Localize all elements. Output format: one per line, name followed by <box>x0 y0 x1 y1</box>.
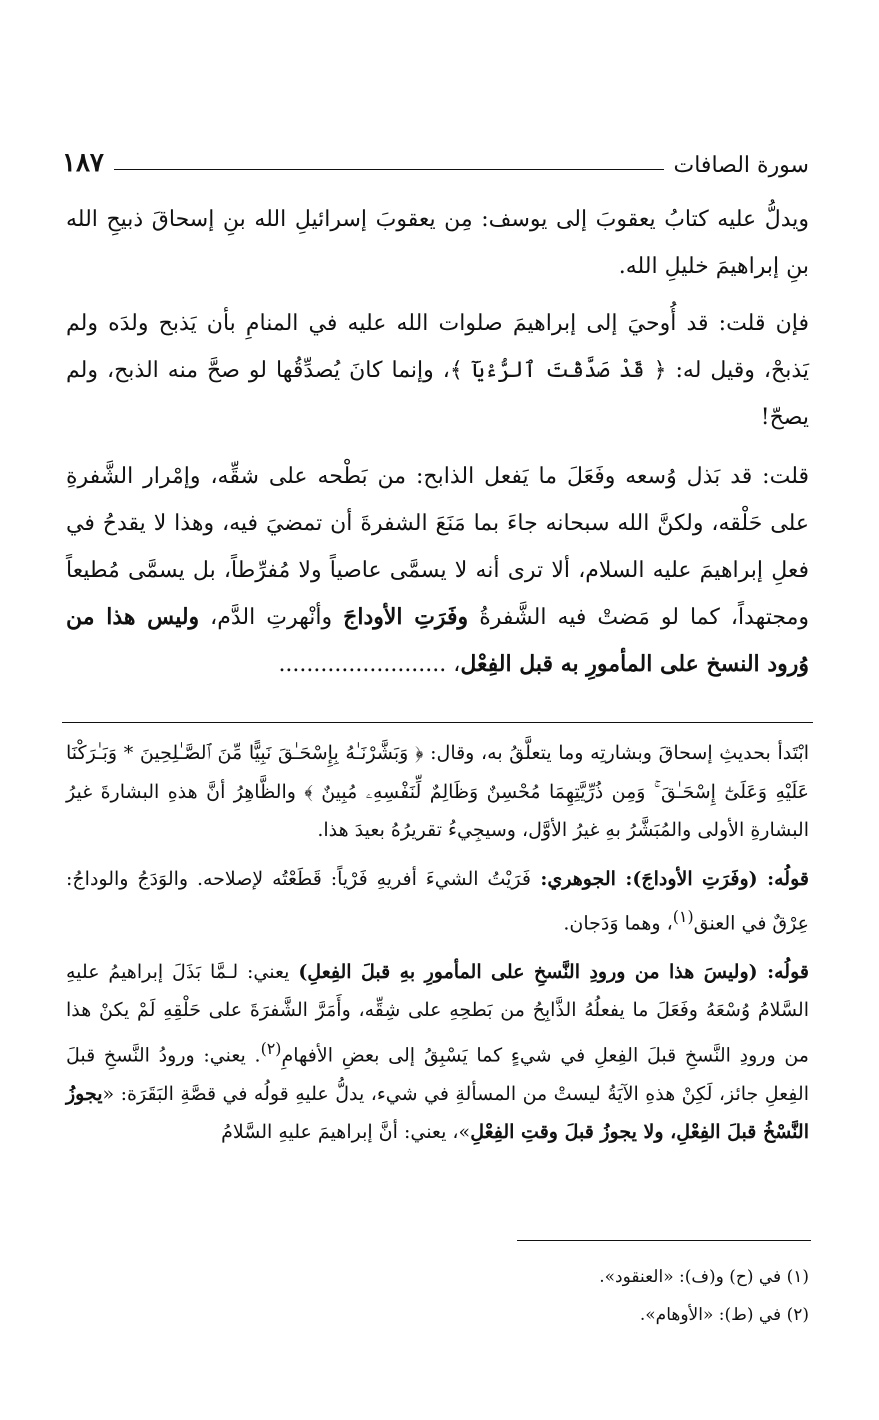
commentary-3-bold-1: قولُه: (وليسَ هذا من ورودِ النَّسخِ على المأمورِ بهِ قبلَ الفِعلِ) <box>298 960 809 983</box>
surah-title: سورة الصافات <box>673 153 809 178</box>
footnotes <box>300 1258 809 1334</box>
commentary-paragraph-3 <box>66 953 809 1152</box>
commentary-3-text-c: »، يعني: أنَّ إبراهيمَ عليهِ السَّلامُ <box>221 1121 471 1144</box>
commentary-3-bold-2: يجوزُ النَّسْخُ قبلَ الفِعْلِ، ولا يجوزُ قبلَ وقتِ الفِعْلِ <box>66 1082 809 1144</box>
paragraph-2-text-a: فإن قلت: قد أُوحيَ إلى إبراهيمَ صلوات الله عليه في المنامِ بأن يَذبح ولدَه ولم يَذبحْ، وقيل له: <box>66 311 809 383</box>
main-separator <box>62 722 813 723</box>
main-text <box>66 196 809 700</box>
commentary-3-text-a: يعني: لـمَّا بَذَلَ إبراهيمُ عليهِ السَّلامُ وُسْعَهُ وفَعَلَ ما يفعلُهُ الذَّابِحُ من بَطحِهِ على شِقِّه، وأَمَرَّ الشَّفرَةَ على حَلْقِهِ لَمْ يكنْ هذا من ورودِ النَّسخِ قبلَ الفِعلِ في شيءٍ كما يَسْبِقُ إلى بعضِ الأفهامِ <box>66 960 809 1067</box>
header-rule <box>114 169 664 170</box>
paragraph-3-bold-1: وفَرَتِ الأوداجَ <box>343 604 469 630</box>
footnote-ref-1: (١) <box>672 907 694 926</box>
commentary <box>66 734 809 1162</box>
commentary-quran-verse: ﴿ وَبَشَّرْنَـٰهُ بِإِسْحَـٰقَ نَبِيًّا مِّنَ ٱلصَّـٰلِحِينَ * وَبَـٰرَكْنَا عَلَيْهِ وَعَلَىٰٓ إِسْحَـٰقَ ۚ وَمِن ذُرِّيَّتِهِمَا مُحْسِنٌ وَظَالِمٌ لِّنَفْسِهِۦ مُبِينٌ ﴾ <box>66 742 809 803</box>
footnote-1: (١) في (ح) و(ف): «العنقود». <box>599 1267 809 1287</box>
commentary-1-text-b: والظَّاهِرُ أنَّ هذهِ البشارةَ غيرُ البشارةِ الأولى والمُبَشَّرُ بهِ غيرُ الأوَّل، وسيجِيءُ تقريرُهُ بعيدَ هذا. <box>66 780 809 841</box>
paragraph-3-text-c: ، <box>446 652 461 677</box>
commentary-2-text-a: فَرَيْتُ الشيءَ أفريهِ فَرْياً: قَطَعْتُه لإصلاحه. والوَدَجُ والوداجُ: عِرْقٌ في العنق <box>66 867 809 935</box>
paragraph-3-text-a: قلت: قد بَذل وُسعه وفَعَلَ ما يَفعل الذابح: من بَطْحه على شقِّه، وإمْرار الشَّفرةِ على حَلْقه، ولكنَّ الله سبحانه جاءَ بما مَنَعَ الشفرةَ أن تمضيَ فيه، وهذا لا يقدحُ في فعلِ إبراهيمَ عليه السلام، ألا ترى أنه لا يسمَّى عاصياً ولا مُفرِّطاً، بل يسمَّى مُطيعاً ومجتهداً، كما لو مَضتْ فيه الشَّفرةُ <box>66 464 809 630</box>
paragraph-3 <box>66 453 809 688</box>
commentary-1-text-a: ابْتَدأ بحديثِ إسحاقَ وبشارتِه وما يتعلَّقُ به، وقال: <box>423 742 809 764</box>
paragraph-2-text-b: ، وإنما كانَ يُصدِّقُها لو صحَّ منه الذبح، ولم يصحّ! <box>66 358 809 430</box>
commentary-paragraph-1 <box>66 734 809 850</box>
paragraph-3-bold-2: وليس هذا من وُرود النسخ على المأمورِ به قبل الفِعْل <box>66 604 809 677</box>
commentary-3-text-b: . يعني: ورودُ النَّسخِ قبلَ الفِعلِ جائز، لَكِنْ هذهِ الآيَةُ ليستْ من المسألةِ في شيء، يدلُّ عليهِ قولُه في قصَّةِ البَقَرَة: « <box>66 1044 809 1105</box>
commentary-2-text-b: ، وهما وَدَجان. <box>563 912 673 935</box>
quran-verse: ﴿ قَدْ صَدَّقْتَ ٱلرُّءْيَآ ﴾ <box>449 358 667 383</box>
paragraph-3-text-b: وأنْهرتِ الدَّم، <box>199 605 344 630</box>
page-header <box>62 142 809 178</box>
paragraph-1-text: ويدلُّ عليه كتابُ يعقوبَ إلى يوسف: مِن يعقوبَ إسرائيلِ الله بنِ إسحاقَ ذبيحِ الله بنِ إبراهيمَ خليلِ الله. <box>66 207 809 279</box>
continuation-dots: ........................ <box>278 652 447 677</box>
paragraph-1 <box>66 196 809 290</box>
footnote-2: (٢) في (ط): «الأوهام». <box>639 1305 809 1325</box>
paragraph-2 <box>66 300 809 441</box>
footnote-separator <box>517 1240 811 1241</box>
footnote-ref-2: (٢) <box>260 1038 282 1058</box>
commentary-paragraph-2 <box>66 860 809 943</box>
commentary-2-bold: قولُه: (وفَرَتِ الأوداجَ): الجوهري: <box>530 867 809 890</box>
page-number: ١٨٧ <box>62 148 104 178</box>
